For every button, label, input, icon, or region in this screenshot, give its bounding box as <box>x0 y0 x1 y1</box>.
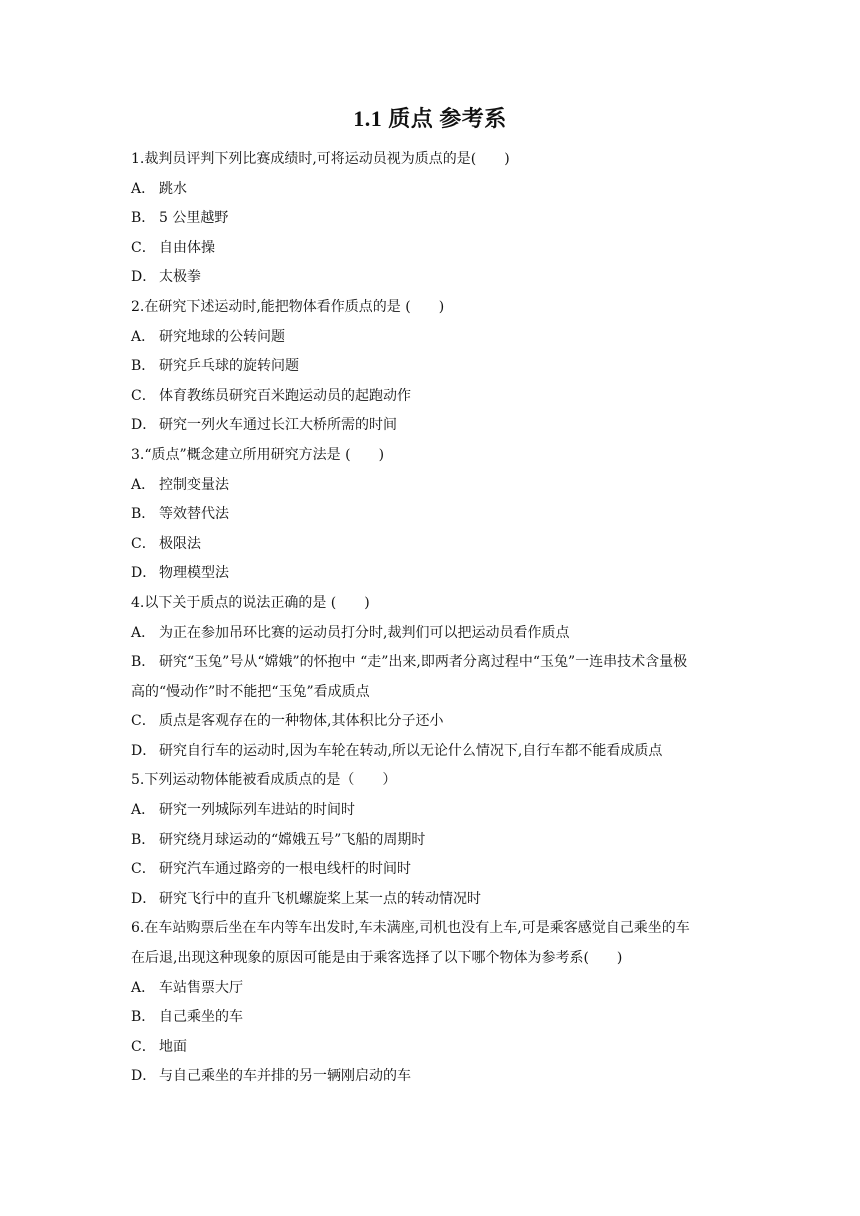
question-5-option-a <box>131 796 741 826</box>
question-1-option-d <box>131 263 741 293</box>
option-letter: A． <box>131 979 156 996</box>
question-6-option-d <box>131 1062 741 1092</box>
option-text: 研究地球的公转问题 <box>159 328 285 345</box>
question-3-stem: 3.“质点”概念建立所用研究方法是 ( ) <box>131 446 385 463</box>
option-letter: C． <box>131 861 156 878</box>
option-letter: B． <box>131 506 156 523</box>
option-letter: A． <box>131 802 156 819</box>
question-4-option-c <box>131 707 741 737</box>
question-1-option-c <box>131 234 741 264</box>
question-6-option-c <box>131 1033 741 1063</box>
option-text: 质点是客观存在的一种物体,其体积比分子还小 <box>159 713 444 730</box>
option-letter: A． <box>131 624 156 641</box>
question-2-stem: 2.在研究下述运动时,能把物体看作质点的是 ( ) <box>131 298 445 315</box>
option-text: 研究一列城际列车进站的时间时 <box>159 802 355 819</box>
option-text: 研究“玉兔”号从“嫦娥”的怀抱中 “走”出来,即两者分离过程中“玉兔”一连串技术含量极 <box>159 654 688 671</box>
option-letter: B． <box>131 358 156 375</box>
question-5-option-c <box>131 855 741 885</box>
option-text: 为正在参加吊环比赛的运动员打分时,裁判们可以把运动员看作质点 <box>159 624 570 641</box>
question-4-option-b-continuation: 高的“慢动作”时不能把“玉兔”看成质点 <box>131 683 370 700</box>
option-letter: D． <box>131 565 157 582</box>
question-3-option-a <box>131 471 741 501</box>
option-text: 研究绕月球运动的“嫦娥五号”飞船的周期时 <box>159 831 426 848</box>
option-letter: A． <box>131 180 156 197</box>
option-letter: B． <box>131 210 156 227</box>
question-5-option-d <box>131 885 741 915</box>
option-letter: C． <box>131 1038 156 1055</box>
question-3-option-b <box>131 500 741 530</box>
option-text: 研究自行车的运动时,因为车轮在转动,所以无论什么情况下,自行车都不能看成质点 <box>159 742 663 759</box>
option-text: 太极拳 <box>159 269 201 286</box>
option-letter: C． <box>131 239 156 256</box>
question-1-option-a <box>131 175 741 205</box>
option-letter: C． <box>131 535 156 552</box>
question-3-option-c <box>131 530 741 560</box>
page-title: 1.1 质点 参考系 <box>353 106 507 131</box>
option-letter: C． <box>131 387 156 404</box>
question-4-option-d <box>131 737 741 767</box>
option-letter: D． <box>131 890 157 907</box>
option-text: 研究汽车通过路旁的一根电线杆的时间时 <box>159 861 411 878</box>
option-text: 地面 <box>159 1038 187 1055</box>
question-1-option-b <box>131 204 741 234</box>
option-text: 研究一列火车通过长江大桥所需的时间 <box>159 417 397 434</box>
question-6-option-a <box>131 974 741 1004</box>
question-6-stem: 6.在车站购票后坐在车内等车出发时,车未满座,司机也没有上车,可是乘客感觉自己乘坐的车 <box>131 920 690 937</box>
option-letter: C． <box>131 713 156 730</box>
option-letter: A． <box>131 476 156 493</box>
option-letter: A． <box>131 328 156 345</box>
option-text: 物理模型法 <box>159 565 229 582</box>
option-text: 体育教练员研究百米跑运动员的起跑动作 <box>159 387 411 404</box>
option-letter: D． <box>131 1068 157 1085</box>
question-2-option-c <box>131 382 741 412</box>
option-text: 等效替代法 <box>159 506 229 523</box>
question-5-stem: 5.下列运动物体能被看成质点的是（ ） <box>131 772 397 789</box>
option-text: 控制变量法 <box>159 476 229 493</box>
option-letter: B． <box>131 1009 156 1026</box>
question-list <box>131 145 741 1092</box>
question-2-option-a <box>131 323 741 353</box>
question-2-option-d <box>131 411 741 441</box>
option-letter: B． <box>131 654 156 671</box>
question-4-option-a <box>131 619 741 649</box>
option-text: 与自己乘坐的车并排的另一辆刚启动的车 <box>159 1068 411 1085</box>
option-letter: D． <box>131 269 157 286</box>
option-text: 车站售票大厅 <box>159 979 243 996</box>
option-text: 跳水 <box>159 180 187 197</box>
question-4-option-b <box>131 648 741 678</box>
option-text: 极限法 <box>159 535 201 552</box>
option-text: 5 公里越野 <box>159 210 229 227</box>
option-text: 自己乘坐的车 <box>159 1009 243 1026</box>
question-3-option-d <box>131 559 741 589</box>
option-letter: D． <box>131 742 157 759</box>
option-text: 研究乒乓球的旋转问题 <box>159 358 299 375</box>
question-6-option-b <box>131 1003 741 1033</box>
question-6-stem-continuation: 在后退,出现这种现象的原因可能是由于乘客选择了以下哪个物体为参考系( ) <box>131 950 623 967</box>
option-text: 自由体操 <box>159 239 215 256</box>
option-letter: B． <box>131 831 156 848</box>
question-5-option-b <box>131 826 741 856</box>
question-2-option-b <box>131 352 741 382</box>
option-text: 研究飞行中的直升飞机螺旋桨上某一点的转动情况时 <box>159 890 481 907</box>
option-letter: D． <box>131 417 157 434</box>
question-4-stem: 4.以下关于质点的说法正确的是 ( ) <box>131 594 370 611</box>
question-1-stem: 1.裁判员评判下列比赛成绩时,可将运动员视为质点的是( ) <box>131 151 510 167</box>
